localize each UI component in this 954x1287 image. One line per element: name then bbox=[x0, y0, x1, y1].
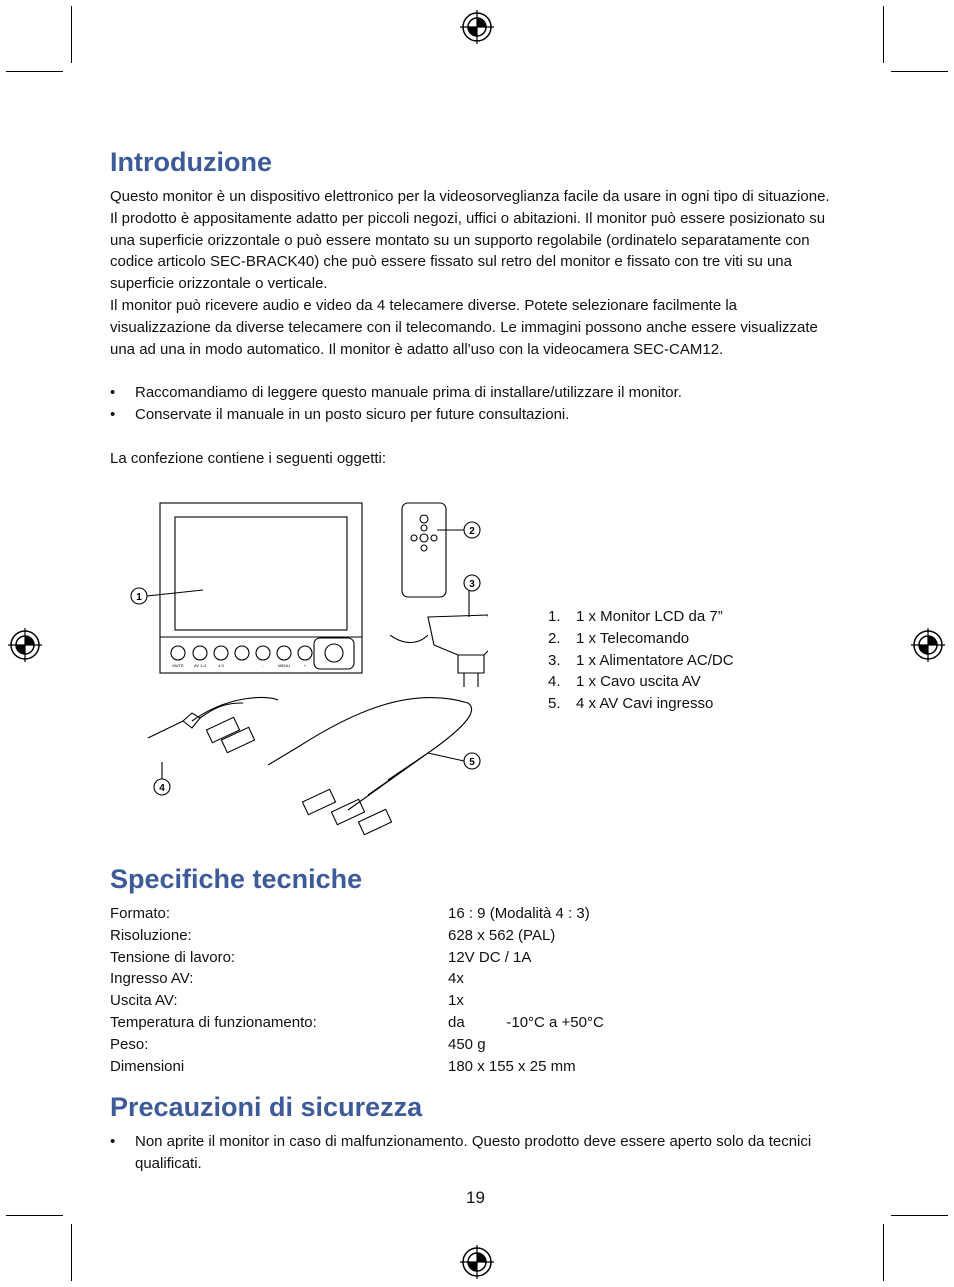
callout-label: 2 bbox=[469, 526, 475, 537]
monitor-button-label: MUTE bbox=[172, 663, 184, 668]
bullet-icon: • bbox=[110, 384, 116, 401]
crop-mark bbox=[71, 1224, 72, 1281]
callout-label: 4 bbox=[159, 783, 165, 794]
monitor-button-label: + bbox=[303, 663, 307, 668]
registration-mark-icon bbox=[8, 628, 42, 662]
table-row: Peso: 450 g bbox=[110, 1035, 486, 1053]
callout-label: 5 bbox=[469, 757, 475, 768]
list-item: • Non aprite il monitor in caso di malfunzionamento. Questo prodotto deve essere aperto solo da tecnici qualificati. bbox=[110, 1133, 812, 1172]
list-item: 4. 1 x Cavo uscita AV bbox=[548, 673, 701, 691]
list-item: 5. 4 x AV Cavi ingresso bbox=[548, 695, 714, 713]
crop-mark bbox=[883, 1224, 884, 1281]
list-item: 3. 1 x Alimentatore AC/DC bbox=[548, 651, 734, 669]
table-row: Dimensioni 180 x 155 x 25 mm bbox=[110, 1057, 576, 1075]
section-title-specifications: Specifiche tecniche bbox=[110, 864, 363, 894]
crop-mark bbox=[891, 1215, 948, 1216]
package-contents-list bbox=[548, 606, 734, 715]
power-adapter-drawing bbox=[428, 615, 488, 655]
table-row: Tensione di lavoro: 12V DC / 1A bbox=[110, 948, 532, 966]
registration-mark-icon bbox=[460, 10, 494, 44]
registration-mark-icon bbox=[911, 628, 945, 662]
package-contents-illustration bbox=[128, 495, 488, 835]
table-row: Ingresso AV: 4x bbox=[110, 970, 464, 988]
page-number: 19 bbox=[466, 1188, 485, 1207]
registration-mark-icon bbox=[460, 1245, 494, 1279]
section-title-safety: Precauzioni di sicurezza bbox=[110, 1092, 423, 1122]
table-row: Risoluzione: 628 x 562 (PAL) bbox=[110, 926, 556, 944]
av-input-cable-drawing bbox=[268, 698, 472, 765]
list-item: • Raccomandiamo di leggere questo manuale prima di installare/utilizzare il monitor. bbox=[110, 382, 840, 404]
crop-mark bbox=[71, 6, 72, 63]
callout-label: 3 bbox=[469, 579, 475, 590]
intro-paragraph-2: Il monitor può ricevere audio e video da 4 telecamere diverse. Potete selezionare facilmente la visualizzazione da diverse telecamere con il telecomando. Le immagini possono anche essere visualizzate una ad una in modo automatico. Il monitor è adatto all'uso con la videocamera SEC-CAM12. bbox=[110, 297, 818, 358]
crop-mark bbox=[6, 1215, 63, 1216]
intro-bullet-list bbox=[110, 382, 840, 426]
table-row: Formato: 16 : 9 (Modalità 4 : 3) bbox=[110, 905, 590, 922]
monitor-button-label: 4:3 bbox=[218, 663, 224, 668]
monitor-button-label: AV 1-4 bbox=[194, 663, 206, 668]
list-item: 2. 1 x Telecomando bbox=[548, 629, 690, 647]
bullet-icon: • bbox=[110, 405, 116, 423]
monitor-drawing bbox=[160, 503, 362, 673]
monitor-button-label: - bbox=[262, 663, 264, 668]
av-output-cable-drawing bbox=[148, 713, 200, 738]
remote-control-drawing bbox=[402, 503, 446, 597]
intro-paragraph: Questo monitor è un dispositivo elettronico per la videosorveglianza facile da usare in ogni tipo di situazione. Il prodotto è appositamente adatto per piccoli negozi, uffici o abitazioni. Il monitor può essere posizionato su una superficie orizzontale o può essere montato su un supporto regolabile (ordinatelo separatamente con codice articolo SEC-BRACK40) che può essere fissato sul retro del monitor e fissato con tre viti su una superficie orizzontale o verticale. bbox=[110, 188, 830, 293]
list-item: 1. 1 x Monitor LCD da 7” bbox=[548, 608, 723, 625]
package-intro: La confezione contiene i seguenti oggetti: bbox=[110, 450, 387, 467]
table-row: Uscita AV: 1x bbox=[110, 992, 464, 1010]
safety-bullet-list bbox=[110, 1131, 840, 1175]
list-item: • Conservate il manuale in un posto sicuro per future consultazioni. bbox=[110, 404, 840, 426]
section-title-introduction: Introduzione bbox=[110, 147, 272, 177]
crop-mark bbox=[6, 71, 63, 72]
crop-mark bbox=[891, 71, 948, 72]
bullet-icon: • bbox=[110, 1133, 116, 1150]
crop-mark bbox=[883, 6, 884, 63]
specifications-table bbox=[110, 903, 810, 1077]
callout-label: 1 bbox=[136, 592, 142, 603]
monitor-button-label: MENU bbox=[278, 663, 290, 668]
table-row: Temperatura di funzionamento: da -10°C a +50°C bbox=[110, 1013, 604, 1031]
